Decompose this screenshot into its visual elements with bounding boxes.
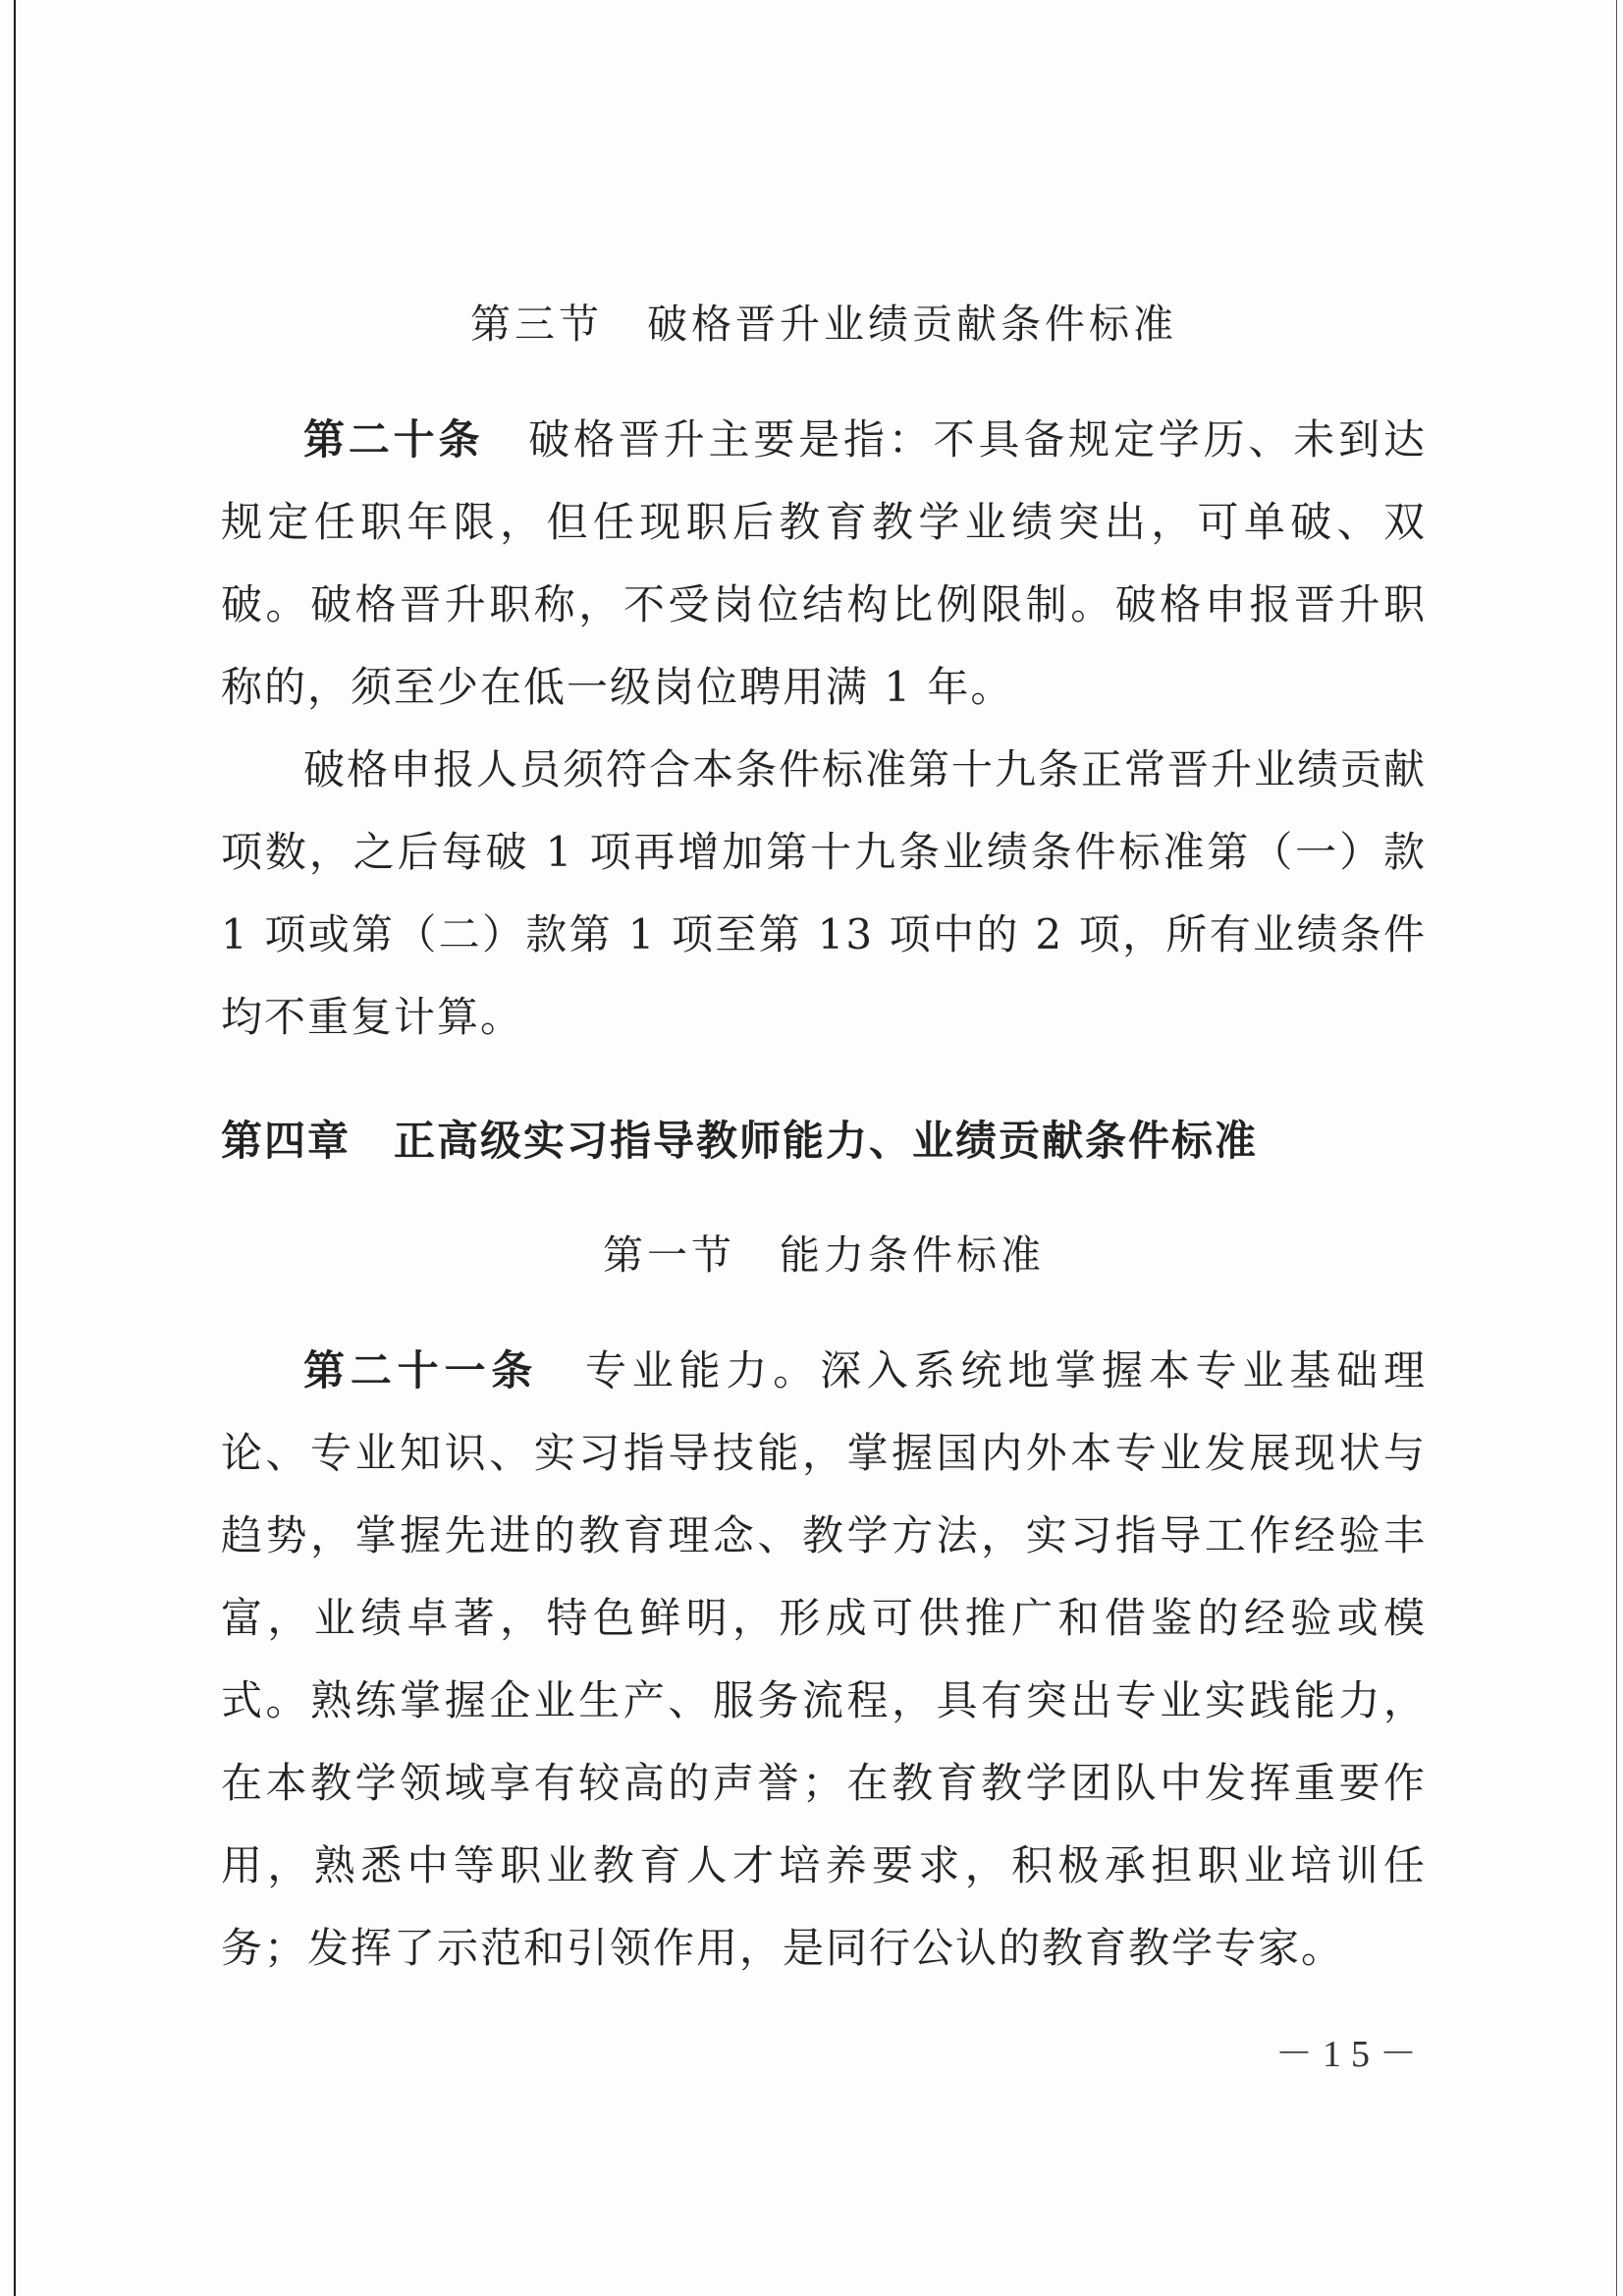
spacer — [221, 1059, 1427, 1102]
article-paragraph — [221, 399, 1427, 729]
scan-border-left — [14, 0, 16, 2296]
article-label: 第二十一条 — [303, 1346, 539, 1394]
article-paragraph: 破格申报人员须符合本条件标准第十九条正常晋升业绩贡献项数，之后每破 1 项再增加第十九条业绩条件标准第（一）款 1 项或第（二）款第 1 项至第 13 项中的 2 项，所有业绩条件均不重复计算。 — [221, 745, 1428, 1041]
article-text: 破格晋升主要是指：不具备规定学历、未到达规定任职年限，但任现职后教育教学业绩突出，可单破、双破。破格晋升职称，不受岗位结构比例限制。破格申报晋升职称的，须至少在低一级岗位聘用满 1 年。 — [221, 415, 1427, 711]
page-number: －15－ — [1274, 2034, 1427, 2075]
section-title: 第三节 破格晋升业绩贡献条件标准 — [470, 301, 1177, 348]
spacer — [221, 363, 1427, 399]
section-title: 第一节 能力条件标准 — [603, 1231, 1045, 1279]
document-page — [221, 285, 1427, 1990]
spacer — [221, 1294, 1427, 1330]
scan-border-right — [1616, 0, 1617, 2296]
article-label: 第二十条 — [303, 415, 484, 464]
chapter-title: 第四章 正高级实习指导教师能力、业绩贡献条件标准 — [221, 1117, 1259, 1165]
spacer — [221, 1180, 1427, 1216]
article-paragraph — [221, 1330, 1427, 1990]
article-text: 专业能力。深入系统地掌握本专业基础理论、专业知识、实习指导技能，掌握国内外本专业发展现状与趋势，掌握先进的教育理念、教学方法，实习指导工作经验丰富，业绩卓著，特色鲜明，形成可供推广和借鉴的经验或模式。熟练掌握企业生产、服务流程，具有突出专业实践能力，在本教学领域享有较高的声誉；在教育教学团队中发挥重要作用，熟悉中等职业教育人才培养要求，积极承担职业培训任务；发挥了示范和引领作用，是同行公认的教育教学专家。 — [221, 1346, 1427, 1972]
